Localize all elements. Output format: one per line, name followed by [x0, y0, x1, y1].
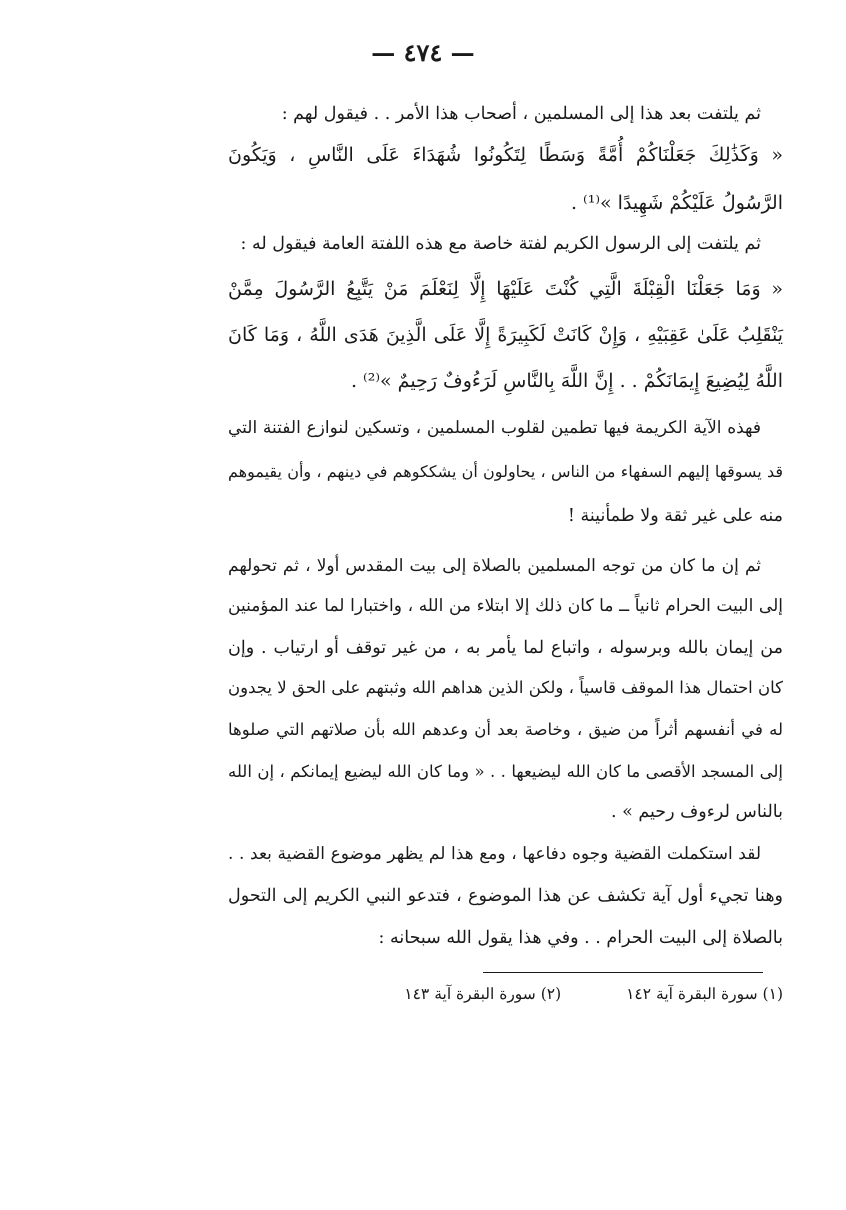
text-line: ثم يلتفت بعد هذا إلى المسلمين ، أصحاب هذا الأمر . . فيقول لهم : — [281, 104, 761, 124]
footnote-1: (١) سورة البقرة آية ١٤٢ — [626, 985, 783, 1003]
quran-verse-line: « وَمَا جَعَلْنَا الْقِبْلَةَ الَّتِي كُنْتَ عَلَيْهَا إِلَّا لِنَعْلَمَ مَنْ يَتَّبِعُ الرَّسُولَ مِمَّنْ — [228, 278, 783, 300]
footnote-divider — [483, 972, 763, 973]
footnotes — [228, 985, 783, 1003]
quran-verse-line: يَنْقَلِبُ عَلَىٰ عَقِبَيْهِ ، وَإِنْ كَانَتْ لَكَبِيرَةً إِلَّا عَلَى الَّذِينَ هَدَى اللَّهُ ، وَمَا كَانَ — [228, 324, 783, 346]
text-line: منه على غير ثقة ولا طمأنينة ! — [567, 506, 783, 526]
text-line: إلى المسجد الأقصى ما كان الله ليضيعها . . « وما كان الله ليضيع إيمانكم ، إن الله — [228, 762, 783, 781]
text-line: كان احتمال هذا الموقف قاسياً ، ولكن الذين هداهم الله وثبتهم على الحق لا يجدون — [228, 678, 783, 697]
text-line: ثم إن ما كان من توجه المسلمين بالصلاة إلى بيت المقدس أولا ، ثم تحولهم — [228, 556, 761, 576]
text-line: ثم يلتفت إلى الرسول الكريم لفتة خاصة مع هذه اللفتة العامة فيقول له : — [240, 234, 761, 254]
text-line: قد يسوقها إليهم السفهاء من الناس ، يحاولون أن يشككوهم في دينهم ، وأن يقيموهم — [228, 462, 783, 481]
text-line: وهنا تجيء أول آية تكشف عن هذا الموضوع ، فتدعو النبي الكريم إلى التحول — [228, 886, 783, 906]
quran-verse-line: اللَّهُ لِيُضِيعَ إِيمَانَكُمْ . . إِنَّ اللَّهَ بِالنَّاسِ لَرَءُوفٌ رَحِيمٌ »⁽²⁾ . — [350, 370, 783, 392]
text-line: فهذه الآية الكريمة فيها تطمين لقلوب المسلمين ، وتسكين لنوازع الفتنة التي — [228, 418, 761, 438]
text-line: بالصلاة إلى البيت الحرام . . وفي هذا يقول الله سبحانه : — [378, 928, 783, 948]
text-line: من إيمان بالله وبرسوله ، واتباع لما يأمر به ، من غير توقف أو ارتياب . وإن — [228, 638, 783, 658]
page-number: — ٤٧٤ — — [371, 38, 475, 67]
quran-verse-line: « وَكَذَٰلِكَ جَعَلْنَاكُمْ أُمَّةً وَسَطًا لِتَكُونُوا شُهَدَاءَ عَلَى النَّاسِ ، وَيَكُونَ — [228, 144, 783, 166]
quran-verse-line: الرَّسُولُ عَلَيْكُمْ شَهِيدًا »⁽¹⁾ . — [570, 192, 783, 214]
text-line: لقد استكملت القضية وجوه دفاعها ، ومع هذا لم يظهر موضوع القضية بعد . . — [228, 844, 761, 864]
text-line: بالناس لرءوف رحيم » . — [610, 802, 783, 822]
footnote-2: (٢) سورة البقرة آية ١٤٣ — [404, 985, 562, 1003]
text-line: إلى البيت الحرام ثانياً ــ ما كان ذلك إلا ابتلاء من الله ، واختبارا لما عند المؤمنين — [228, 596, 783, 616]
text-line: له في أنفسهم أثراً من ضيق ، وخاصة بعد أن وعدهم الله بأن صلاتهم التي صلوها — [228, 720, 783, 739]
